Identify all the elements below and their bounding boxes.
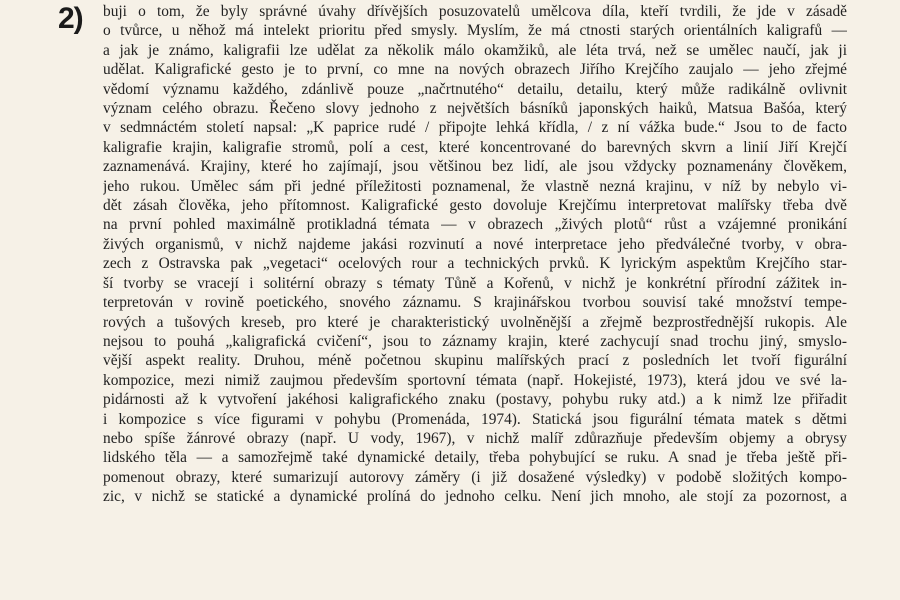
text-line: o tvůrce, u něhož má intelekt prioritu před smysly. Myslím, že má ctnosti starých orientálních kaligrafů — [103, 22, 847, 40]
body-paragraph [103, 2, 847, 507]
text-line: vědomí významu každého, zdánlivě pouze „načrtnutého“ detailu, detailu, který může radikálně ovlivnit [103, 80, 847, 98]
text-line: terpretován v rovině poetického, snového záznamu. S krajinářskou tvorbou souvisí také množství tempe- [103, 294, 847, 312]
text-line: a jak je známo, kaligrafii lze udělat za několik málo okamžiků, ale léta trvá, než se umělec naučí, jak ji [103, 41, 847, 59]
text-line: buji o tom, že byly správné úvahy dřívějších posuzovatelů umělcova díla, kteří tvrdili, že jde v zásadě [103, 3, 847, 20]
text-line: i kompozice s více figurami v pohybu (Promenáda, 1974). Statická jsou figurální témata matek s dětmi [103, 410, 847, 428]
text-line: udělat. Kaligrafické gesto je to první, co mne na nových obrazech Jiřího Krejčího zaujalo — jeho zřejmé [103, 61, 847, 79]
text-line: pidárnosti až k vytvoření jakéhosi kaligrafického znaku (postavy, pohybu ruky atd.) a k nimž lze přiřadit [103, 391, 847, 409]
text-line: ší tvorby se vracejí i solitérní obrazy s tématy Tůně a Kořenů, v nichž je konkrétní přírodní zážitek in- [103, 274, 847, 292]
section-marker: 2) [58, 2, 83, 35]
text-line: rových a tušových kreseb, pro které je charakteristický uvolněnější a zřejmě bezprostřednější rukopis. Ale [103, 313, 847, 331]
text-line: nebo spíše žánrové obrazy (např. U vody, 1967), v nichž malíř zdůrazňuje především objemy a obrysy [103, 429, 847, 447]
text-line: nejsou to pouhá „kaligrafická cvičení“, jsou to záznamy krajin, které zachycují snad trochu jiný, smyslo- [103, 332, 847, 350]
text-line: na první pohled maximálně protikladná témata — v obrazech „živých plotů“ růst a vzájemné pronikání [103, 216, 847, 234]
text-line: vější aspekt reality. Druhou, méně početnou skupinu malířských prací z posledních let tvoří figurální [103, 352, 847, 370]
text-line: zech z Ostravska pak „vegetaci“ ocelových rour a technických prvků. K lyrickým aspektům Krejčího star- [103, 255, 847, 273]
text-line: jeho rukou. Umělec sám při jedné příležitosti poznamenal, že vlastně nezná krajinu, v níž by nebylo vi- [103, 177, 847, 195]
text-line: v sedmnáctém století napsal: „K paprice rudé / připojte lehká křídla, / z ní vážka bude.“ Jsou to de facto [103, 119, 847, 137]
text-line: význam celého obrazu. Řečeno slovy jednoho z největších básníků japonských haiků, Matsua Bašóa, který [103, 100, 847, 118]
text-line: dět zásah člověka, jeho přítomnost. Kaligrafické gesto dovoluje Krejčímu interpretovat malířsky třeba dvě [103, 197, 847, 215]
text-line: lidského těla — a samozřejmě také dynamické detaily, třeba pohybující se ruku. A snad je třeba ještě při- [103, 449, 847, 467]
text-line: živých organismů, v nichž najdeme jakási rozvinutí a nové interpretace jeho předválečné tvorby, v obra- [103, 235, 847, 253]
text-line: zic, v nichž se statické a dynamické prolíná do jednoho celku. Není jich mnoho, ale stojí za pozornost, a [103, 488, 847, 506]
text-line: kompozice, mezi nimiž zaujmou především sportovní témata (např. Hokejisté, 1973), která jdou ve své la- [103, 371, 847, 389]
text-line: kaligrafie krajin, kaligrafie stromů, polí a cest, které koncentrované do barevných skvrn a linií Jiří Krejčí [103, 138, 847, 156]
text-line: zaznamenává. Krajiny, které ho zajímají, jsou většinou bez lidí, ale jsou vždycky poznamenány člověkem, [103, 158, 847, 176]
text-line: pomenout obrazy, které sumarizují autorovy záměry (i již dosažené výsledky) v podobě složitých kompo- [103, 468, 847, 486]
